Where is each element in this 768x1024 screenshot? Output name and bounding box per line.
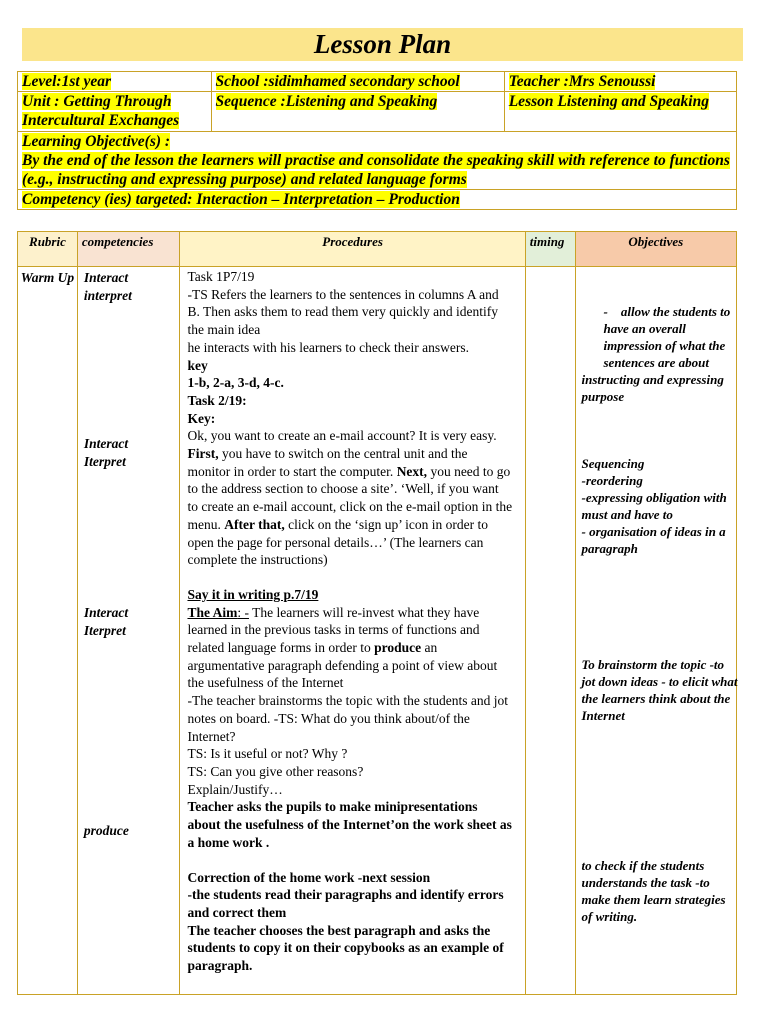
header-table: [17, 71, 737, 210]
objectives-label: Learning Objective(s) :: [22, 133, 171, 150]
objectives-text: By the end of the lesson the learners will practise and consolidate the speaking skill with reference to functions (e.g., instructing and expressing purpose) and related language forms: [22, 152, 730, 188]
aim-text1: The learners will re-invest what they have learned in the previous tasks in terms of functions and related language forms in order to: [187, 604, 480, 656]
correction: Correction of the home work -next session: [187, 869, 431, 885]
objective-4: to check if the students understands the task -to make them learn strategies of writing.: [581, 858, 726, 924]
task2-title: Task 2/19:: [187, 392, 247, 408]
objective-1-dash: -: [603, 304, 608, 319]
task2-p1: Ok, you want to create an e-mail account? It is very easy.: [187, 428, 497, 444]
objective-1b: instructing and expressing purpose: [581, 372, 724, 404]
aim-text2: an argumentative paragraph defending a point of view about the usefulness of the Internet: [187, 640, 498, 691]
homework: Teacher asks the pupils to make minipresentations about the usefulness of the Internet’on the work sheet as a home work .: [187, 799, 512, 850]
key-answers: 1-b, 2-a, 3-d, 4-c.: [187, 375, 284, 391]
objective-2-line-3: -expressing obligation with must and have to: [581, 490, 727, 522]
objective-2-line-4: - organisation of ideas in a paragraph: [581, 524, 726, 556]
brainstorm: -The teacher brainstorms the topic with the students and jot notes on board. -TS: What do you think about/of the Internet?: [187, 693, 509, 744]
competency-1: Interact interpret: [83, 270, 132, 303]
task2-p3: you need to go to the address section to choose a site’. ‘Well, if you want to create an e-mail account, click on the e-mail option in the menu.: [187, 463, 513, 532]
task2-p2: you have to switch on the central unit and the monitor in order to start the computer.: [187, 446, 468, 479]
objective-3: To brainstorm the topic -to jot down ideas - to elicit what the learners think about the Internet: [581, 657, 738, 723]
competency-4: produce: [83, 823, 129, 838]
competency-2: Interact Iterpret: [83, 436, 129, 469]
task1-text: -TS Refers the learners to the sentences in columns A and B. Then asks them to read them very quickly and identify the main idea: [187, 286, 499, 338]
objective-1-text: allow the students to have an overall impression of what the sentences are about: [603, 304, 731, 370]
objectives-cell: [575, 267, 737, 995]
first-word: First,: [187, 446, 219, 462]
lesson: Lesson Listening and Speaking: [508, 93, 709, 110]
rubric-header: Rubric: [18, 232, 78, 267]
task1-title: Task 1P7/19: [187, 269, 255, 284]
task1-text2: he interacts with his learners to check their answers.: [187, 339, 469, 355]
timing-header: timing: [525, 232, 575, 267]
level-cell: [18, 72, 212, 92]
say-it-title: Say it in writing p.7/19: [187, 586, 319, 602]
objectives-cell: [18, 132, 737, 190]
key-label: key: [187, 357, 208, 373]
lesson-cell: [504, 92, 736, 132]
question-3: Explain/Justify…: [187, 781, 283, 797]
question-2: TS: Can you give other reasons?: [187, 763, 364, 779]
competency-3: Interact Iterpret: [83, 605, 129, 638]
timing-cell: [525, 267, 575, 995]
objective-2: [582, 455, 732, 557]
sequence: Sequence :Listening and Speaking: [215, 93, 438, 110]
level: Level:1st year: [22, 73, 112, 90]
school-cell: [211, 72, 504, 92]
task2-paragraph: [187, 427, 512, 569]
after-that-word: After that,: [224, 516, 285, 532]
produce-word: produce: [374, 640, 422, 656]
read-correct: -the students read their paragraphs and identify errors and correct them: [187, 887, 504, 920]
competencies-header: competencies: [77, 232, 180, 267]
teacher: Teacher :Mrs Senoussi: [508, 73, 656, 90]
objective-2-line-2: -reordering: [581, 473, 643, 488]
page-title: Lesson Plan: [22, 28, 743, 61]
task2-p4: click on the ‘sign up’ icon in order to open the page for personal details…’ (The learners can complete the instructions): [187, 516, 489, 568]
rubric-cell: [18, 267, 78, 995]
aim-dash: : -: [237, 604, 249, 620]
aim-paragraph: [187, 604, 512, 693]
competencies-cell: [77, 267, 180, 995]
school: School :sidimhamed secondary school: [215, 73, 460, 90]
unit-cell: [18, 92, 212, 132]
objectives-header: Objectives: [575, 232, 737, 267]
procedures-cell: [180, 267, 525, 995]
competency-cell: [18, 190, 737, 210]
procedures-header: Procedures: [180, 232, 525, 267]
objective-1: [582, 303, 732, 405]
competency: Competency (ies) targeted: Interaction – Interpretation – Production: [22, 191, 460, 208]
aim-label: The Aim: [187, 604, 238, 620]
next-word: Next,: [396, 463, 428, 479]
sequence-cell: [211, 92, 504, 132]
rubric-text: Warm Up: [20, 270, 75, 285]
unit: Unit : Getting Through Intercultural Exchanges: [22, 93, 180, 129]
procedures-table: [17, 231, 737, 995]
key2-label: Key:: [187, 410, 216, 426]
question-1: TS: Is it useful or not? Why ?: [187, 746, 348, 762]
teacher-cell: [504, 72, 736, 92]
best-paragraph: The teacher chooses the best paragraph and asks the students to copy it on their copybooks as an example of paragraph.: [187, 922, 504, 974]
objective-2-line-1: Sequencing: [581, 456, 645, 471]
